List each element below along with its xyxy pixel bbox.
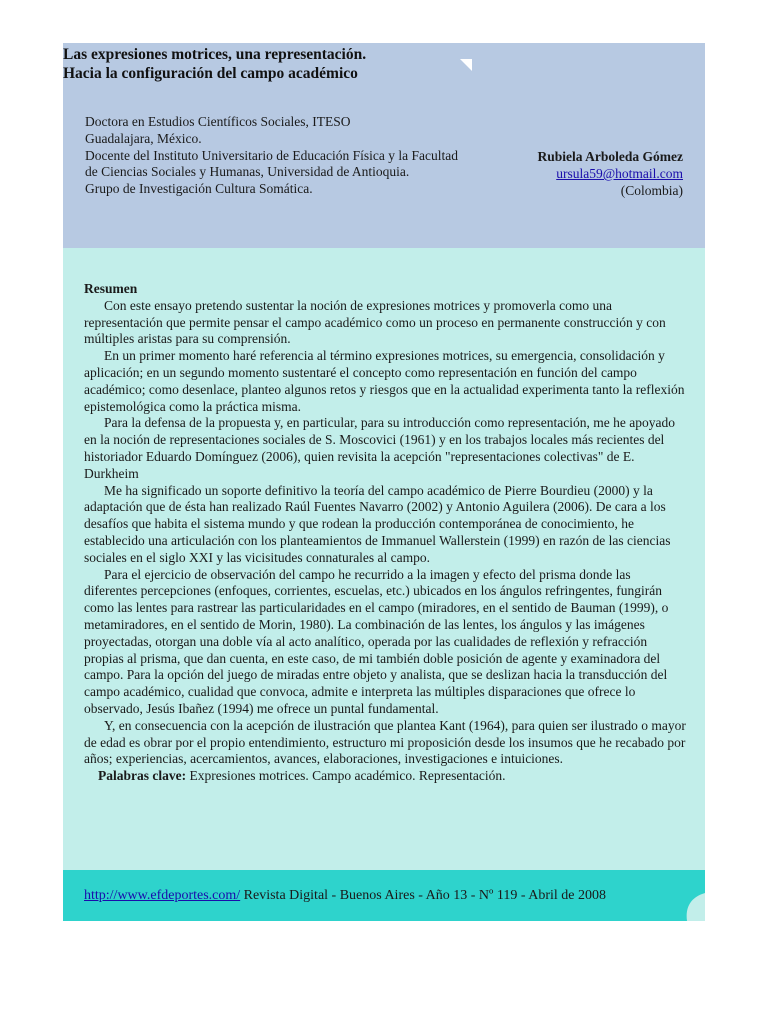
journal-link[interactable]: http://www.efdeportes.com/ [84,888,241,903]
keywords-label: Palabras clave: [98,768,187,784]
abstract-paragraph: Con este ensayo pretendo sustentar la noción de expresiones motrices y promoverla como una representación que permite pensar el campo académico como un proceso en permanente construcción y con múltiples aristas para su comprensión. [84,297,666,347]
title-line-2: Hacia la configuración del campo académico [63,65,358,82]
title-line-1: Las expresiones motrices, una representación. [63,46,367,63]
author-name: Rubiela Arboleda Gómez [537,149,683,164]
author-country: (Colombia) [620,183,683,198]
journal-citation: Revista Digital - Buenos Aires - Año 13 - Nº 119 - Abril de 2008 [243,888,607,903]
author-email-link[interactable]: ursula59@hotmail.com [556,166,683,181]
abstract-heading: Resumen [84,281,138,296]
article-header [63,43,705,248]
abstract-paragraph: Me ha significado un soporte definitivo la teoría del campo académico de Pierre Bourdieu (2000) y la adaptación que de ésta han realizado Raúl Fuentes Navarro (2002) y Antonio Aguilera (2006). De cara a los desafíos que habita el sistema mundo y que rodean la producción contemporánea de conocimiento, he establecido una articulación con los planteamientos de Immanuel Wallerstein (1999) en razón de las ciencias sociales en el siglo XXI y las vicisitudes connaturales al campo. [84,482,671,565]
journal-footer [63,870,705,921]
abstract-paragraph: En un primer momento haré referencia al término expresiones motrices, su emergencia, consolidación y aplicación; en un segundo momento sustentaré el concepto como representación en función del campo académico; como desenlace, planteo algunos retos y riesgos que en la actualidad experimenta tanto la reflexión epistemológica como la práctica misma. [84,348,685,414]
abstract [84,281,686,785]
affiliation-line: Guadalajara, México. [85,130,202,146]
author-affiliation [85,114,480,198]
footer-swoosh-icon [681,891,705,921]
abstract-paragraph: Para la defensa de la propuesta y, en particular, para su introducción como representación, me he apoyado en la noción de representaciones sociales de S. Moscovici (1961) y en los trabajos locales más recientes del historiador Eduardo Domínguez (2006), quien revisita la acepción "representaciones colectivas" de E. Durkheim [84,415,675,481]
affiliation-line: Doctora en Estudios Científicos Sociales, ITESO [85,114,351,129]
article-title [63,45,503,83]
affiliation-line: Grupo de Investigación Cultura Somática. [85,181,313,197]
keywords [84,768,686,785]
keywords-text: Expresiones motrices. Campo académico. Representación. [189,768,506,784]
article-body [63,248,705,870]
affiliation-line: Docente del Instituto Universitario de Educación Física y la Facultad [85,147,459,163]
affiliation-line: de Ciencias Sociales y Humanas, Universidad de Antioquia. [85,164,410,180]
corner-fold-icon [460,59,472,71]
author-block [538,148,684,199]
abstract-paragraph: Y, en consecuencia con la acepción de ilustración que plantea Kant (1964), para quien ser ilustrado o mayor de edad es obrar por el propio entendimiento, estructuro mi proposición desde los insumos que he recabado por años; experiencias, acercamientos, avances, elaboraciones, investigaciones e intuiciones. [84,717,686,767]
footer-text [84,887,606,904]
abstract-paragraph: Para el ejercicio de observación del campo he recurrido a la imagen y efecto del prisma donde las diferentes percepciones (enfoques, corrientes, escuelas, etc.) ubicados en los ángulos refringentes, fungirán como las lentes para rastrear las particularidades en el campo (miradores, en el sentido de Bauman (1999), o metamiradores, en el sentido de Morin, 1980). La combinación de las lentes, los ángulos y las imágenes proyectadas, otorgan una doble vía al acto analítico, operada por las cualidades de reflexión y refracción propias al prisma, que dan cuenta, en este caso, de mi también doble posición de agente y examinadora del campo. Para la opción del juego de miradas entre objeto y analista, que se deslizan hacia la transducción del campo académico, cualidad que convoca, admite e interpreta las múltiples disparaciones que ofrece lo observado, Jesús Ibañez (1994) me ofrece un puntal fundamental. [84,566,669,716]
article-page [63,43,705,870]
